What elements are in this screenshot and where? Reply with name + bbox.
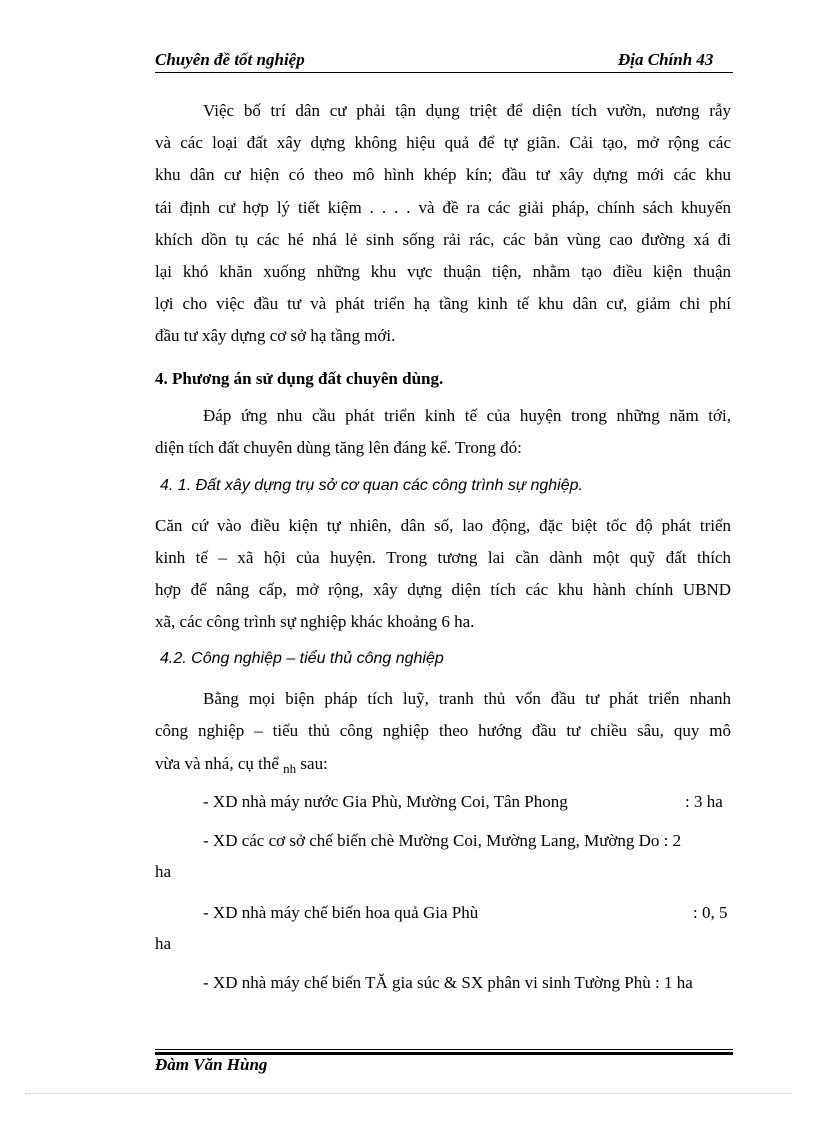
subsection-heading: 4. 1. Đất xây dựng trụ sở cơ quan các công trình sự nghiệp. bbox=[160, 477, 583, 494]
text-line: xã, các công trình sự nghiệp khác khoảng 6 ha. bbox=[155, 612, 475, 631]
text-line: kinh tế – xã hội của huyện. Trong tương lai cần dành một quỹ đất thích bbox=[155, 548, 731, 567]
text-line: hợp để nâng cấp, mở rộng, xây dựng diện tích các khu hành chính UBND bbox=[155, 580, 731, 599]
section-heading: 4. Phương án sử dụng đất chuyên dùng. bbox=[155, 369, 444, 388]
list-item: - XD nhà máy nước Gia Phù, Mường Coi, Tân Phong bbox=[203, 792, 568, 811]
list-item: - XD nhà máy chế biến hoa quả Gia Phù bbox=[203, 903, 479, 922]
text-line: khích dồn tụ các hé nhá lẻ sinh sống rải rác, các bản vùng cao đường xá đi bbox=[155, 230, 731, 249]
text-segment: sau: bbox=[300, 754, 328, 773]
footer-rule-thin bbox=[155, 1049, 733, 1050]
text-line: Đáp ứng nhu cầu phát triển kinh tế của huyện trong những năm tới, bbox=[203, 406, 731, 425]
author-name: Đàm Văn Hùng bbox=[155, 1055, 268, 1074]
text-line: diện tích đất chuyên dùng tăng lên đáng kể. Trong đó: bbox=[155, 438, 522, 457]
text-line: Bằng mọi biện pháp tích luỹ, tranh thủ vốn đầu tư phát triển nhanh bbox=[203, 689, 731, 708]
text-line: tái định cư hợp lý tiết kiệm . . . . và đề ra các giải pháp, chính sách khuyến bbox=[155, 198, 731, 217]
subsection-heading: 4.2. Công nghiệp – tiểu thủ công nghiệp bbox=[160, 650, 444, 667]
list-item-wrap: ha bbox=[155, 934, 172, 953]
text-line: khu dân cư hiện có theo mô hình khép kín; đầu tư xây dựng mới các khu bbox=[155, 165, 731, 184]
list-item: - XD nhà máy chế biến TĂ gia súc & SX phân vi sinh Tường Phù : 1 ha bbox=[203, 973, 693, 992]
text-line: công nghiệp – tiểu thủ công nghiệp theo hướng đầu tư chiều sâu, quy mô bbox=[155, 721, 731, 740]
text-line: và các loại đất xây dựng không hiệu quả để tự giãn. Cải tạo, mở rộng các bbox=[155, 133, 731, 152]
text-line bbox=[155, 748, 731, 785]
list-item: - XD các cơ sở chế biến chè Mường Coi, Mường Lang, Mường Do : 2 bbox=[203, 831, 682, 850]
text-line: Việc bố trí dân cư phải tận dụng triệt để diện tích vườn, nương rẫy bbox=[203, 101, 731, 120]
list-item-wrap: ha bbox=[155, 862, 172, 881]
text-segment: vừa và nhá, cụ thể bbox=[155, 754, 279, 773]
header-rule bbox=[155, 72, 733, 73]
text-line: đầu tư xây dựng cơ sở hạ tầng mới. bbox=[155, 326, 396, 345]
list-item-value: : 3 ha bbox=[685, 792, 723, 811]
text-line: lợi cho việc đầu tư và phát triển hạ tầng kinh tế khu dân cư, giảm chi phí bbox=[155, 294, 731, 313]
text-segment-small: nh bbox=[283, 761, 297, 776]
list-item-value: : 0, 5 bbox=[693, 903, 728, 922]
text-line: Căn cứ vào điều kiện tự nhiên, dân số, lao động, đặc biệt tốc độ phát triển bbox=[155, 516, 731, 535]
header-title: Chuyên đề tốt nghiệp bbox=[155, 50, 305, 69]
header-class: Địa Chính 43 bbox=[618, 50, 714, 69]
text-line: lại khó khăn xuống những khu vực thuận tiện, nhằm tạo điều kiện thuận bbox=[155, 262, 731, 281]
page-edge-divider bbox=[25, 1093, 791, 1094]
